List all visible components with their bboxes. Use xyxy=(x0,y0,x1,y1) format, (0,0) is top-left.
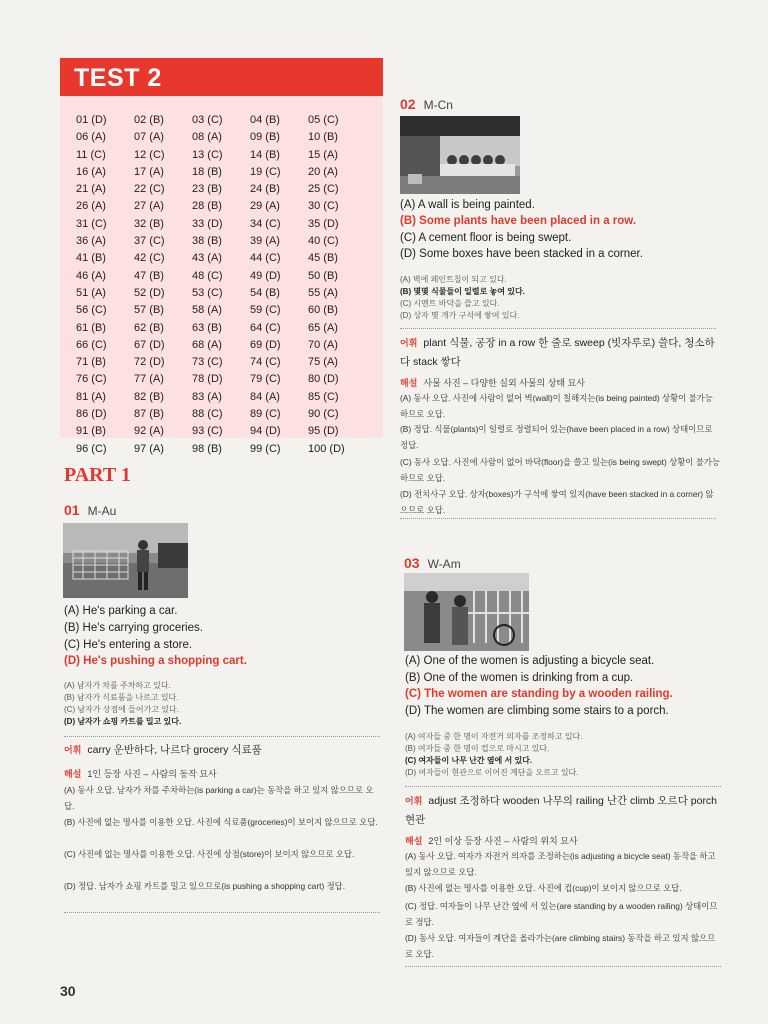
answer-key-cell: 100 (D) xyxy=(308,442,345,455)
answer-key-cell: 24 (B) xyxy=(250,183,280,196)
page-number: 30 xyxy=(60,983,76,999)
q02-expl-title: 사물 사진 – 다양한 실외 사물의 상태 묘사 xyxy=(423,378,586,388)
answer-key-cell: 13 (C) xyxy=(192,148,223,161)
answer-key-cell: 43 (A) xyxy=(192,252,222,265)
answer-key-cell: 47 (B) xyxy=(134,269,164,282)
answer-key-cell: 76 (C) xyxy=(76,373,107,386)
answer-key-cell: 36 (A) xyxy=(76,235,106,248)
answer-key-cell: 71 (B) xyxy=(76,356,106,369)
q01-korean-a: (A) 남자가 차를 주차하고 있다. xyxy=(64,681,171,690)
q01-vocab xyxy=(64,741,380,760)
answer-key-cell: 55 (A) xyxy=(308,286,338,299)
answer-key-cell: 95 (D) xyxy=(308,425,339,438)
answer-key-cell: 85 (C) xyxy=(308,390,339,403)
q02-expl-c: (C) 동사 오답. 사진에 사람이 없어 바닥(floor)을 쓸고 있는(is being swept) 상황이 불가능하므로 오답. xyxy=(400,457,720,483)
q03-option-c-correct: (C) The women are standing by a wooden railing. xyxy=(405,688,673,700)
answer-key-cell: 44 (C) xyxy=(250,252,281,265)
answer-key-cell: 15 (A) xyxy=(308,148,338,161)
answer-key-cell: 83 (A) xyxy=(192,390,222,403)
answer-key-cell: 46 (A) xyxy=(76,269,106,282)
q02-expl-a: (A) 동사 오답. 사진에 사람이 없어 벽(wall)이 칠해지는(is being painted) 상황이 불가능하므로 오답. xyxy=(400,393,713,419)
q02-vocab-text: plant 식물, 공장 in a row 한 줄로 sweep (빗자루로) 쓸다, 청소하다 stack 쌓다 xyxy=(400,337,715,368)
q02-number: 02 xyxy=(400,96,416,112)
q02-option-c: (C) A cement floor is being swept. xyxy=(400,232,572,244)
q01-photo-image xyxy=(63,523,188,598)
answer-key-cell: 23 (B) xyxy=(192,183,222,196)
answer-key-cell: 14 (B) xyxy=(250,148,280,161)
q01-expl-c: (C) 사진에 없는 명사를 이용한 오답. 사진에 상점(store)이 보이지 않으므로 오답. xyxy=(64,849,355,859)
answer-key-cell: 67 (D) xyxy=(134,338,165,351)
q02-photo-image xyxy=(400,116,520,194)
answer-key-cell: 82 (B) xyxy=(134,390,164,403)
q01-expl-d: (D) 정답. 남자가 쇼핑 카트를 밀고 있으므로(is pushing a shopping cart) 정답. xyxy=(64,881,346,891)
q01-end-divider xyxy=(64,912,380,913)
q01-korean-d: (D) 남자가 쇼핑 카트를 밀고 있다. xyxy=(64,717,182,726)
q03-option-d: (D) The women are climbing some stairs to a porch. xyxy=(405,705,669,717)
q03-expl-b: (B) 사진에 없는 명사를 이용한 오답. 사진에 컵(cup)이 보이지 않으므로 오답. xyxy=(405,883,682,893)
q01-korean-c: (C) 남자가 상점에 들어가고 있다. xyxy=(64,705,179,714)
q03-expl-label: 해설 xyxy=(405,836,423,846)
q03-vocab-text: adjust 조정하다 wooden 나무의 railing 난간 climb 오르다 porch 현관 xyxy=(405,795,718,826)
answer-key-cell: 50 (B) xyxy=(308,269,338,282)
q01-expl-a: (A) 동사 오답. 남자가 차를 주차하는(is parking a car)는 동작을 하고 있지 않으므로 오답. xyxy=(64,785,374,811)
answer-key-cell: 05 (C) xyxy=(308,114,339,126)
answer-key-cell: 34 (C) xyxy=(250,217,281,230)
answer-key-cell: 60 (B) xyxy=(308,304,338,317)
q03-expl-heading xyxy=(405,834,578,847)
answer-key-cell: 62 (B) xyxy=(134,321,164,334)
q02-korean-c: (C) 시멘트 바닥을 쓸고 있다. xyxy=(400,299,500,308)
q02-photo xyxy=(400,116,520,194)
q01-divider xyxy=(64,736,380,737)
answer-key-cell: 72 (D) xyxy=(134,356,165,369)
q03-expl-a: (A) 동사 오답. 여자가 자전거 의자를 조정하는(is adjusting a bicycle seat) 동작을 하고 있지 않으므로 오답. xyxy=(405,851,716,877)
q02-korean-d: (D) 상자 몇 개가 구석에 쌓여 있다. xyxy=(400,311,520,320)
answer-key-cell: 31 (C) xyxy=(76,217,107,230)
answer-key-grid xyxy=(76,112,376,457)
answer-key-cell: 87 (B) xyxy=(134,408,164,421)
q01-speaker: M-Au xyxy=(87,504,117,518)
answer-key-cell: 39 (A) xyxy=(250,235,280,248)
q01-option-a: (A) He's parking a car. xyxy=(64,605,178,617)
answer-key-cell: 94 (D) xyxy=(250,425,281,438)
answer-key-cell: 52 (D) xyxy=(134,286,165,299)
q01-number: 01 xyxy=(64,502,80,518)
answer-key-cell: 61 (B) xyxy=(76,321,106,334)
q02-option-b-correct: (B) Some plants have been placed in a row. xyxy=(400,215,637,227)
answer-key-cell: 90 (C) xyxy=(308,408,339,421)
answer-key-cell: 41 (B) xyxy=(76,252,106,265)
answer-key-cell: 88 (C) xyxy=(192,408,223,421)
answer-key-cell: 10 (B) xyxy=(308,131,338,144)
answer-key-cell: 92 (A) xyxy=(134,425,164,438)
q02-korean-a: (A) 벽에 페인트칠이 되고 있다. xyxy=(400,275,507,284)
test-title: TEST 2 xyxy=(74,64,162,92)
q03-korean-c: (C) 여자들이 나무 난간 옆에 서 있다. xyxy=(405,756,533,765)
q02-korean-b: (B) 몇몇 식물들이 일렬로 놓여 있다. xyxy=(400,287,525,296)
answer-key-cell: 74 (C) xyxy=(250,356,281,369)
answer-key-cell: 40 (C) xyxy=(308,235,339,248)
part-title: PART 1 xyxy=(64,464,131,486)
answer-key-cell: 93 (C) xyxy=(192,425,223,438)
q03-number: 03 xyxy=(404,555,420,571)
answer-key-cell: 38 (B) xyxy=(192,235,222,248)
q03-korean-b: (B) 여자들 중 한 명이 컵으로 마시고 있다. xyxy=(405,744,550,753)
answer-key-cell: 58 (A) xyxy=(192,304,222,317)
q02-option-a: (A) A wall is being painted. xyxy=(400,199,535,211)
q03-expl-c: (C) 정답. 여자들이 나무 난간 옆에 서 있는(are standing by a wooden railing) 상태이므로 정답. xyxy=(405,901,718,927)
answer-key-cell: 48 (C) xyxy=(192,269,223,282)
answer-key-cell: 64 (C) xyxy=(250,321,281,334)
q01-header xyxy=(64,502,116,518)
q02-vocab-label: 어휘 xyxy=(400,338,418,348)
q03-vocab xyxy=(405,792,721,830)
answer-key-cell: 18 (B) xyxy=(192,165,222,178)
q02-divider xyxy=(400,328,716,329)
answer-key-cell: 03 (C) xyxy=(192,114,223,126)
answer-key-cell: 21 (A) xyxy=(76,183,106,196)
answer-key-cell: 37 (C) xyxy=(134,235,165,248)
answer-key-cell: 12 (C) xyxy=(134,148,165,161)
q01-expl-heading xyxy=(64,767,217,780)
q01-expl-label: 해설 xyxy=(64,769,82,779)
q01-vocab-label: 어휘 xyxy=(64,745,82,755)
answer-key-cell: 99 (C) xyxy=(250,442,281,455)
q03-header xyxy=(404,555,461,571)
q01-korean-b: (B) 남자가 식료품을 나르고 있다. xyxy=(64,693,179,702)
answer-key-cell: 96 (C) xyxy=(76,442,107,455)
answer-key-cell: 02 (B) xyxy=(134,114,164,126)
q02-vocab xyxy=(400,334,718,372)
answer-key-cell: 19 (C) xyxy=(250,165,281,178)
answer-key-cell: 59 (C) xyxy=(250,304,281,317)
answer-key-cell: 54 (B) xyxy=(250,286,280,299)
answer-key-cell: 79 (C) xyxy=(250,373,281,386)
q01-option-c: (C) He's entering a store. xyxy=(64,639,193,651)
q03-photo xyxy=(404,573,529,651)
answer-key-cell: 29 (A) xyxy=(250,200,280,213)
test-banner xyxy=(60,58,383,96)
answer-key-cell: 49 (D) xyxy=(250,269,281,282)
answer-key-cell: 86 (D) xyxy=(76,408,107,421)
answer-key-cell: 53 (C) xyxy=(192,286,223,299)
answer-key-cell: 57 (B) xyxy=(134,304,164,317)
answer-key-cell: 25 (C) xyxy=(308,183,339,196)
answer-key-cell: 45 (B) xyxy=(308,252,338,265)
answer-key-cell: 35 (D) xyxy=(308,217,339,230)
q02-option-d: (D) Some boxes have been stacked in a corner. xyxy=(400,248,643,260)
answer-key-cell: 70 (A) xyxy=(308,338,338,351)
answer-key-cell: 98 (B) xyxy=(192,442,222,455)
q01-expl-title: 1인 등장 사진 – 사람의 동작 묘사 xyxy=(87,769,217,779)
answer-key-cell: 07 (A) xyxy=(134,131,164,144)
answer-key-cell: 80 (D) xyxy=(308,373,339,386)
answer-key-cell: 68 (A) xyxy=(192,338,222,351)
answer-key-cell: 11 (C) xyxy=(76,148,106,161)
answer-key-cell: 69 (D) xyxy=(250,338,281,351)
answer-key-cell: 89 (C) xyxy=(250,408,281,421)
answer-key-cell: 81 (A) xyxy=(76,390,106,403)
q03-vocab-label: 어휘 xyxy=(405,796,423,806)
answer-key-cell: 77 (A) xyxy=(134,373,164,386)
q01-option-b: (B) He's carrying groceries. xyxy=(64,622,203,634)
q03-end-divider xyxy=(405,966,721,967)
answer-key-cell: 75 (A) xyxy=(308,356,338,369)
q02-expl-label: 해설 xyxy=(400,378,418,388)
answer-key-cell: 22 (C) xyxy=(134,183,165,196)
q02-expl-d: (D) 전치사구 오답. 상자(boxes)가 구석에 쌓여 있지(have been stacked in a corner) 않으므로 오답. xyxy=(400,489,714,515)
answer-key-cell: 16 (A) xyxy=(76,165,106,178)
answer-key-cell: 51 (A) xyxy=(76,286,106,299)
q03-photo-image xyxy=(404,573,529,651)
answer-key-cell: 97 (A) xyxy=(134,442,164,455)
q03-korean-d: (D) 여자들이 현관으로 이어진 계단을 오르고 있다. xyxy=(405,768,579,777)
answer-key-cell: 28 (B) xyxy=(192,200,222,213)
answer-key-cell: 42 (C) xyxy=(134,252,165,265)
q01-photo xyxy=(63,523,188,598)
q03-expl-d: (D) 동사 오답. 여자들이 계단을 올라가는(are climbing stairs) 동작을 하고 있지 않으므로 오답. xyxy=(405,933,716,959)
q02-end-divider xyxy=(400,518,716,519)
answer-key-cell: 30 (C) xyxy=(308,200,339,213)
answer-key-cell: 78 (D) xyxy=(192,373,223,386)
answer-key-cell: 04 (B) xyxy=(250,114,280,126)
q01-vocab-text: carry 운반하다, 나르다 grocery 식료품 xyxy=(87,744,262,756)
answer-key-cell: 01 (D) xyxy=(76,114,107,126)
answer-key-cell: 27 (A) xyxy=(134,200,164,213)
q02-speaker: M-Cn xyxy=(423,98,453,112)
answer-key-cell: 56 (C) xyxy=(76,304,107,317)
answer-key-cell: 84 (A) xyxy=(250,390,280,403)
answer-key-cell: 66 (C) xyxy=(76,338,107,351)
answer-key-cell: 73 (C) xyxy=(192,356,223,369)
q01-expl-b: (B) 사진에 없는 명사를 이용한 오답. 사진에 식료품(groceries)이 보이지 않으므로 오답. xyxy=(64,817,378,827)
answer-key-cell: 63 (B) xyxy=(192,321,222,334)
q03-option-a: (A) One of the women is adjusting a bicycle seat. xyxy=(405,655,655,667)
q03-expl-title: 2인 이상 등장 사진 – 사람의 위치 묘사 xyxy=(428,836,578,846)
q03-option-b: (B) One of the women is drinking from a cup. xyxy=(405,672,634,684)
answer-key-cell: 08 (A) xyxy=(192,131,222,144)
q01-option-d-correct: (D) He's pushing a shopping cart. xyxy=(64,655,247,667)
answer-key-cell: 17 (A) xyxy=(134,165,164,178)
answer-key-cell: 32 (B) xyxy=(134,217,164,230)
answer-key-cell: 65 (A) xyxy=(308,321,338,334)
q03-speaker: W-Am xyxy=(427,557,461,571)
answer-key-cell: 33 (D) xyxy=(192,217,223,230)
q03-divider xyxy=(405,786,721,787)
answer-key-cell: 20 (A) xyxy=(308,165,338,178)
answer-key-cell: 06 (A) xyxy=(76,131,106,144)
q02-expl-b: (B) 정답. 식물(plants)이 일렬로 정렬되어 있는(have been placed in a row) 상태이므로 정답. xyxy=(400,424,713,450)
answer-key-cell: 26 (A) xyxy=(76,200,106,213)
answer-key-cell: 09 (B) xyxy=(250,131,280,144)
q02-expl-heading xyxy=(400,376,585,389)
q02-header xyxy=(400,96,453,112)
q03-korean-a: (A) 여자들 중 한 명이 자전거 의자를 조정하고 있다. xyxy=(405,732,583,741)
answer-key-cell: 91 (B) xyxy=(76,425,106,438)
